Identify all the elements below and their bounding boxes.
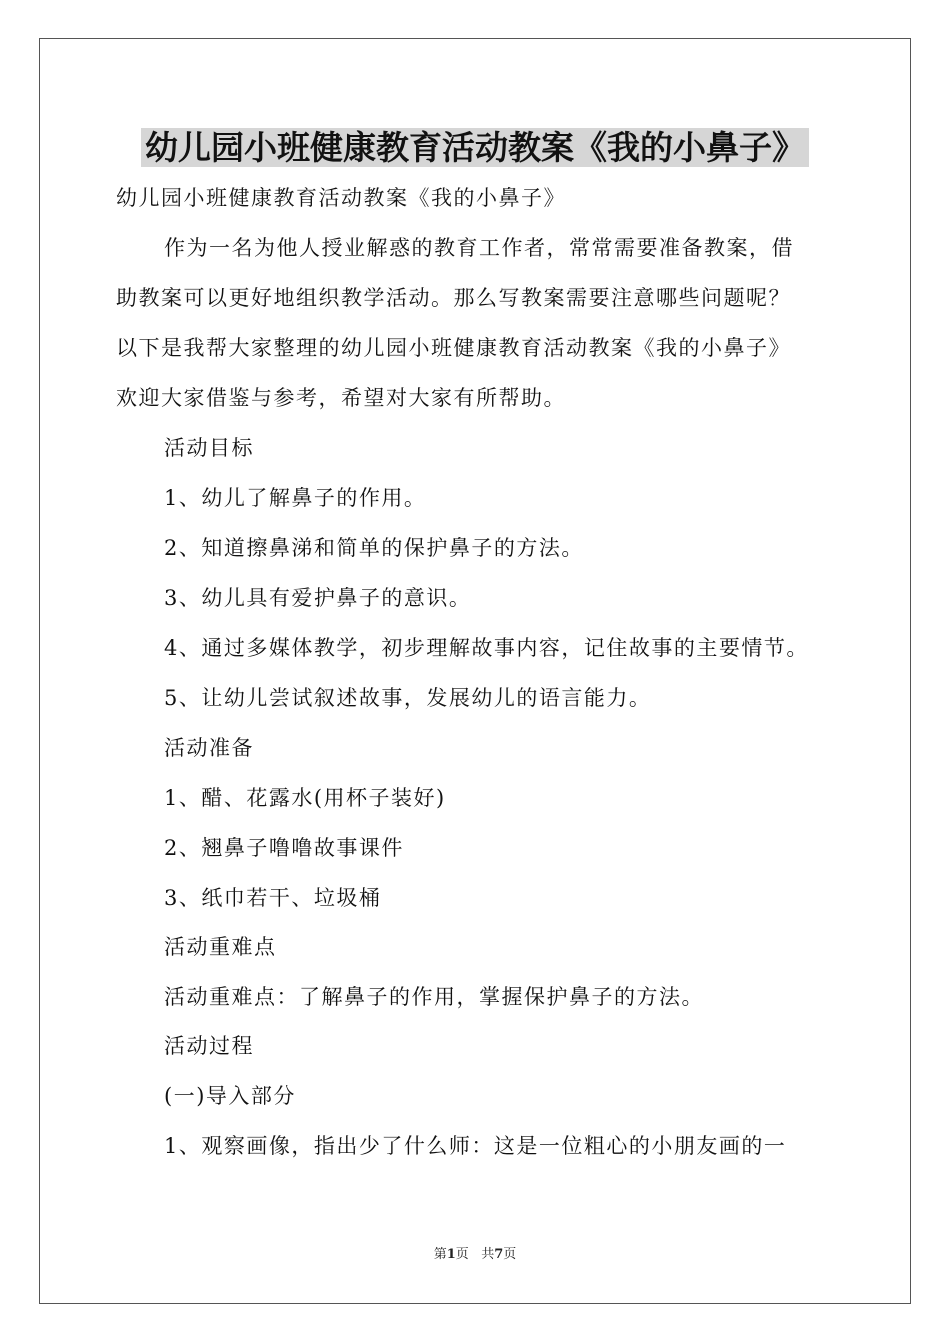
goal-item: 1、幼儿了解鼻子的作用。 — [164, 486, 427, 510]
prep-heading: 活动准备 — [164, 736, 254, 760]
total-pages: 7 — [494, 1247, 504, 1262]
page-label-pre: 第 — [433, 1247, 447, 1262]
key-text: 活动重难点：了解鼻子的作用，掌握保护鼻子的方法。 — [164, 985, 704, 1009]
goal-item: 3、幼儿具有爱护鼻子的意识。 — [164, 586, 472, 610]
subtitle: 幼儿园小班健康教育活动教案《我的小鼻子》 — [116, 186, 566, 210]
total-label-post: 页 — [503, 1247, 517, 1262]
goal-item: 2、知道擦鼻涕和简单的保护鼻子的方法。 — [164, 536, 584, 560]
goal-item: 5、让幼儿尝试叙述故事，发展幼儿的语言能力。 — [164, 686, 652, 710]
intro-line-4: 欢迎大家借鉴与参考，希望对大家有所帮助。 — [116, 386, 566, 410]
page-label-post: 页 — [455, 1247, 469, 1262]
goals-heading: 活动目标 — [164, 436, 254, 460]
process-subheading: (一)导入部分 — [164, 1084, 296, 1108]
goal-item: 4、通过多媒体教学，初步理解故事内容，记住故事的主要情节。 — [164, 636, 809, 660]
page-footer — [0, 1246, 950, 1264]
intro-line-3: 以下是我帮大家整理的幼儿园小班健康教育活动教案《我的小鼻子》 — [116, 336, 791, 360]
key-heading: 活动重难点 — [164, 935, 277, 959]
total-label-pre: 共 — [481, 1247, 495, 1262]
prep-item: 3、纸巾若干、垃圾桶 — [164, 886, 382, 910]
intro-line-1: 作为一名为他人授业解惑的教育工作者，常常需要准备教案，借 — [164, 236, 794, 260]
prep-item: 1、醋、花露水(用杯子装好) — [164, 786, 446, 810]
intro-line-2: 助教案可以更好地组织教学活动。那么写教案需要注意哪些问题呢？ — [116, 286, 791, 310]
process-heading: 活动过程 — [164, 1034, 254, 1058]
document-title — [0, 126, 950, 170]
page-number: 1 — [446, 1247, 456, 1262]
document-title-text: 幼儿园小班健康教育活动教案《我的小鼻子》 — [141, 128, 809, 167]
process-line: 1、观察画像，指出少了什么师：这是一位粗心的小朋友画的一 — [164, 1134, 787, 1158]
prep-item: 2、翘鼻子噜噜故事课件 — [164, 836, 404, 860]
page-border — [39, 38, 911, 1304]
